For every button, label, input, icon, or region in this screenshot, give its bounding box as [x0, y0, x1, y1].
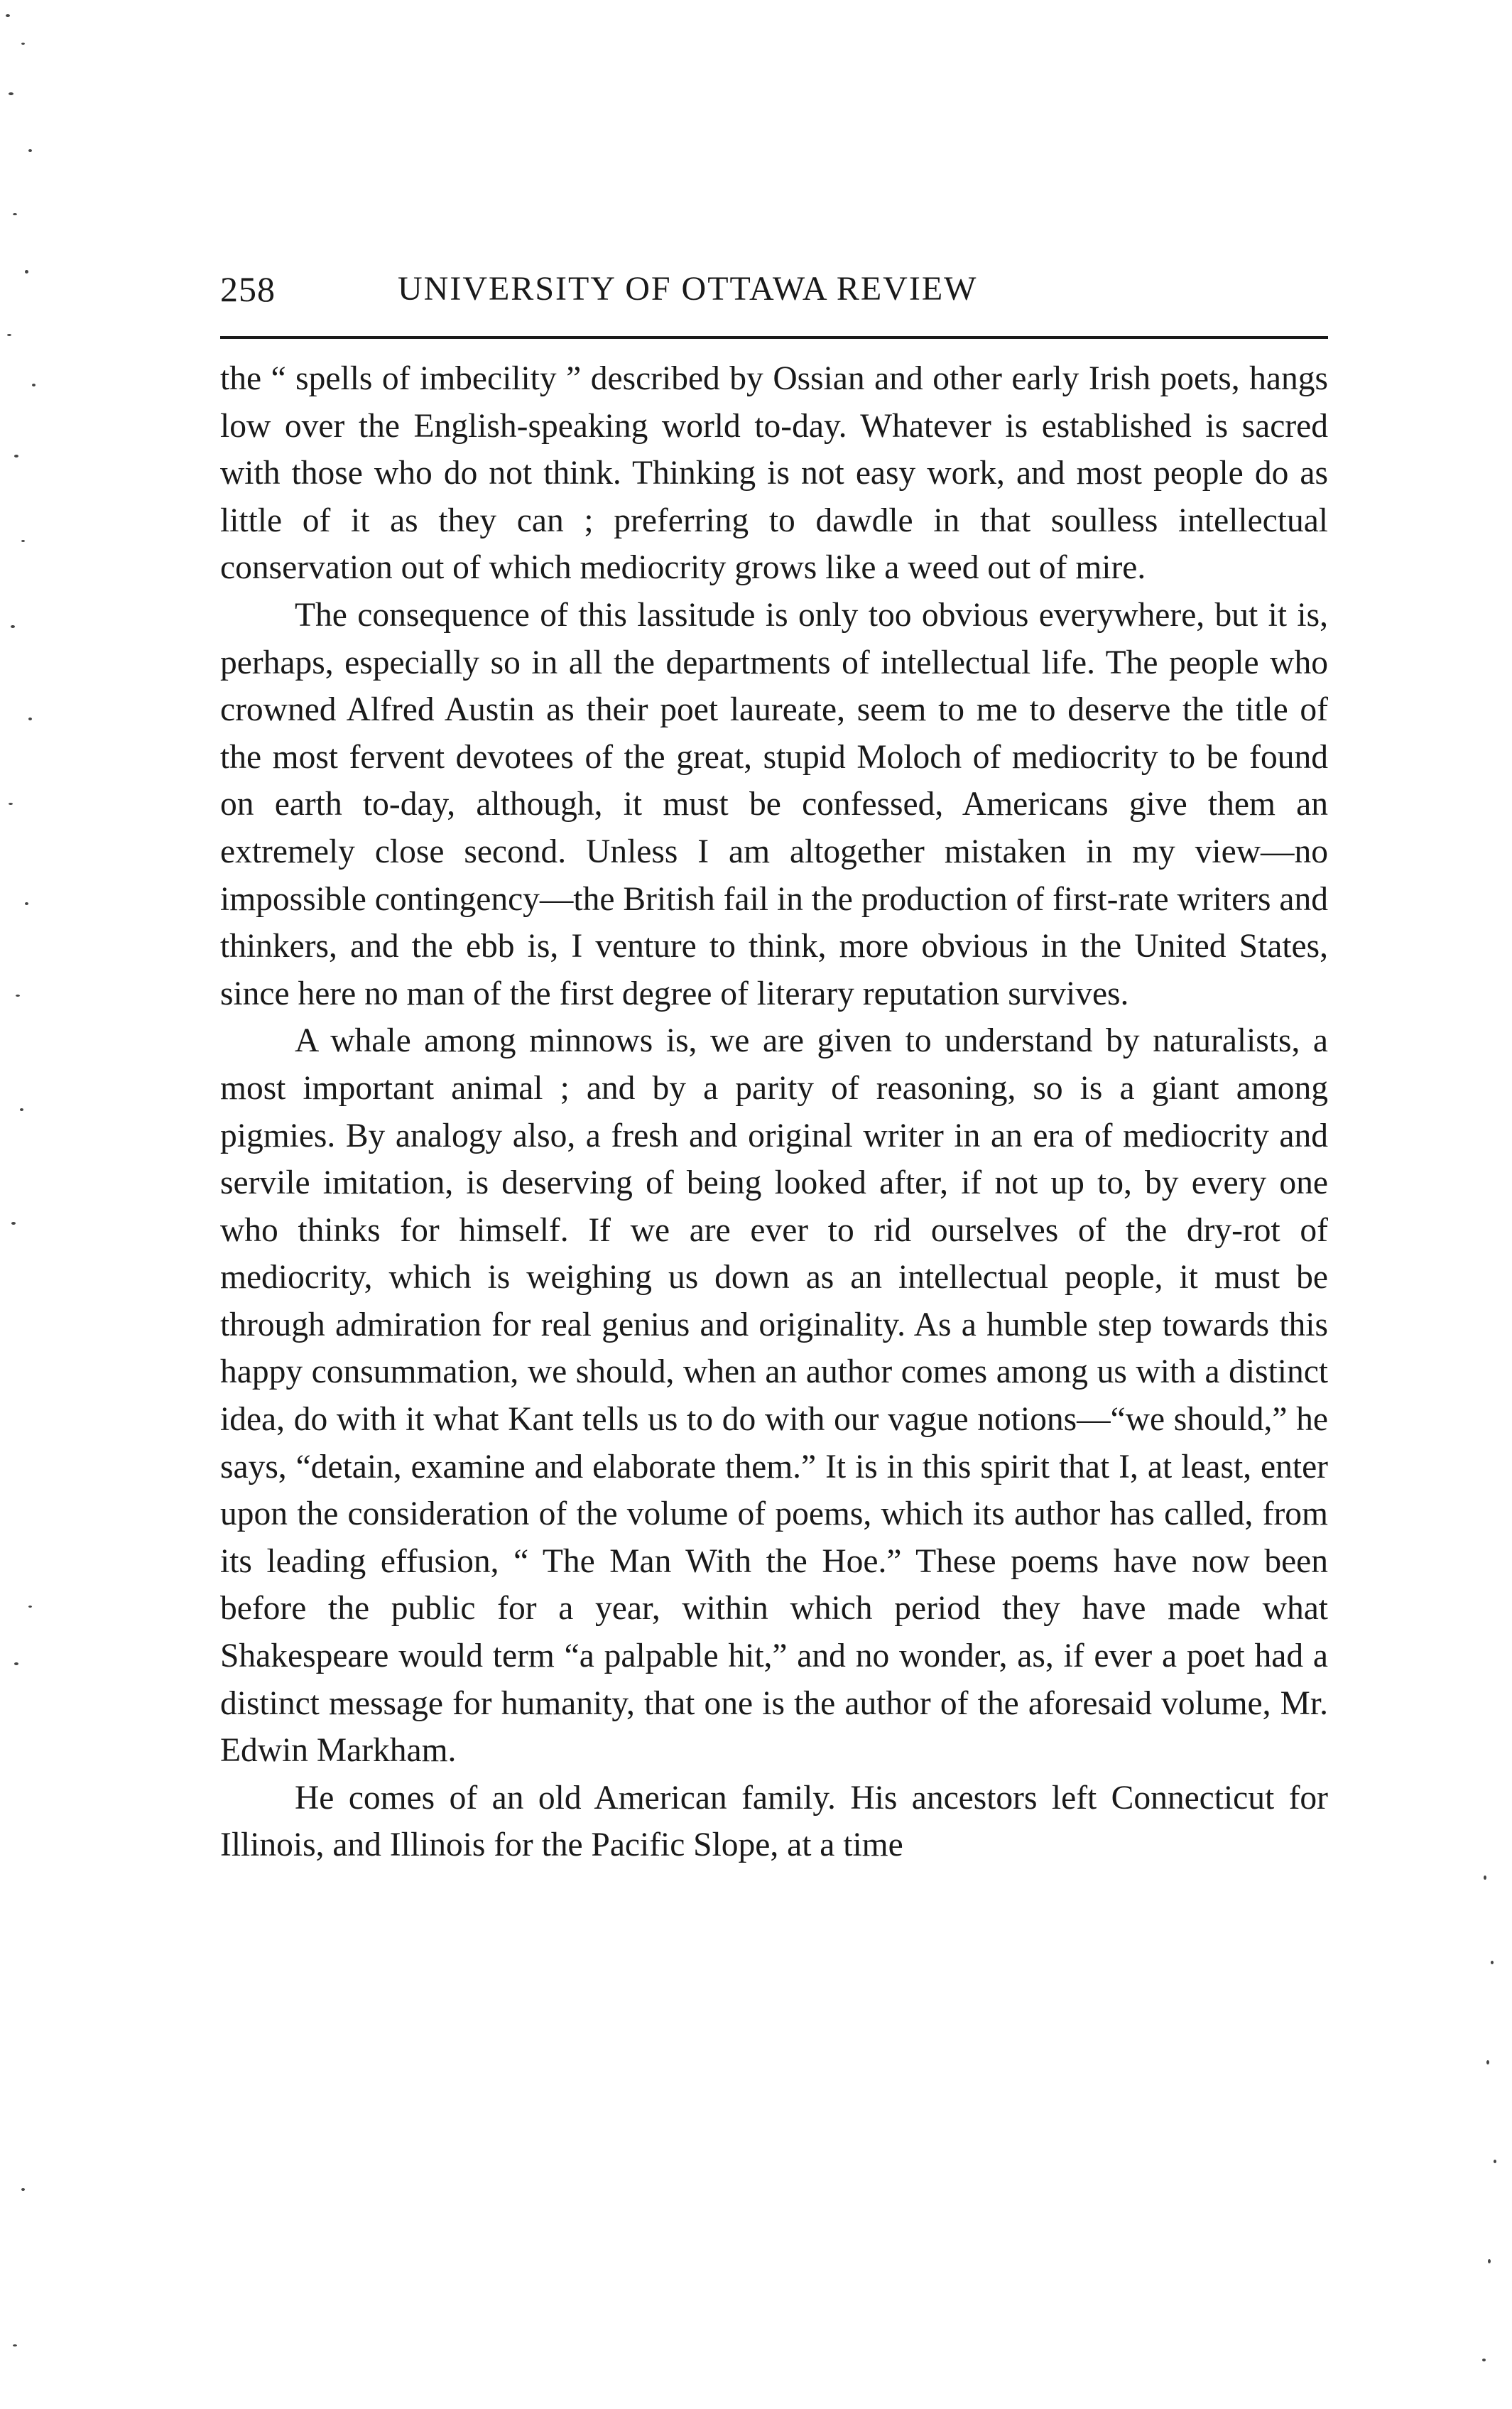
paragraph-1: the “ spells of imbecility ” described by Ossian and other early Irish poets, hangs low over the English-speaking world to-day. Whatever is established is sacred with those who do not think. Thinking is not easy work, and most people do as little of it as they can ; preferring to dawdle in that soulless intellectual conservation out of which mediocrity grows like a weed out of mire. [220, 360, 1328, 587]
running-title: UNIVERSITY OF OTTAWA REVIEW [398, 270, 978, 308]
paragraph-3: A whale among minnows is, we are given to understand by naturalists, a most important animal ; and by a parity of reasoning, so is a giant among pigmies. By analogy also, a fresh and original writer in an era of mediocrity and servile imitation, is deserving of being looked after, if not up to, by every one who thinks for himself. If we are ever to rid ourselves of the dry-rot of mediocrity, which is weighing us down as an intellectual people, it must be through admiration for real genius and originality. As a humble step towards this happy consummation, we should, when an author comes among us with a distinct idea, do with it what Kant tells us to do with our vague notions—“we should,” he says, “detain, examine and elaborate them.” It is in this spirit that I, at least, enter upon the consideration of the volume of poems, which its author has called, from its leading effusion, “ The Man With the Hoe.” These poems have now been before the public for a year, within which period they have made what Shakespeare would term “a palpable hit,” and no wonder, as, if ever a poet had a distinct message for humanity, that one is the author of the aforesaid volume, Mr. Edwin Markham. [220, 1022, 1328, 1770]
paragraph-2: The consequence of this lassitude is only too obvious everywhere, but it is, perhaps, especially so in all the departments of intellectual life. The people who crowned Alfred Austin as their poet laureate, seem to me to deserve the title of the most fervent devotees of the great, stupid Moloch of mediocrity to be found on earth to-day, although, it must be confessed, Americans give them an extremely close second. Unless I am altogether mistaken in my view—no impossible contingency—the British fail in the production of first-rate writers and thinkers, and the ebb is, I venture to think, more obvious in the United States, since here no man of the first degree of literary reputation survives. [220, 596, 1328, 1012]
page-number: 258 [220, 269, 276, 309]
header-rule [220, 336, 1328, 339]
scan-edge-noise-right [1469, 1847, 1512, 2401]
body-text [220, 355, 1328, 1869]
paragraph-4: He comes of an old American family. His ancestors left Connecticut for Illinois, and Illinois for the Pacific Slope, at a time [220, 1779, 1328, 1864]
page-header [220, 264, 1328, 314]
scan-edge-noise-left [0, 0, 50, 2409]
